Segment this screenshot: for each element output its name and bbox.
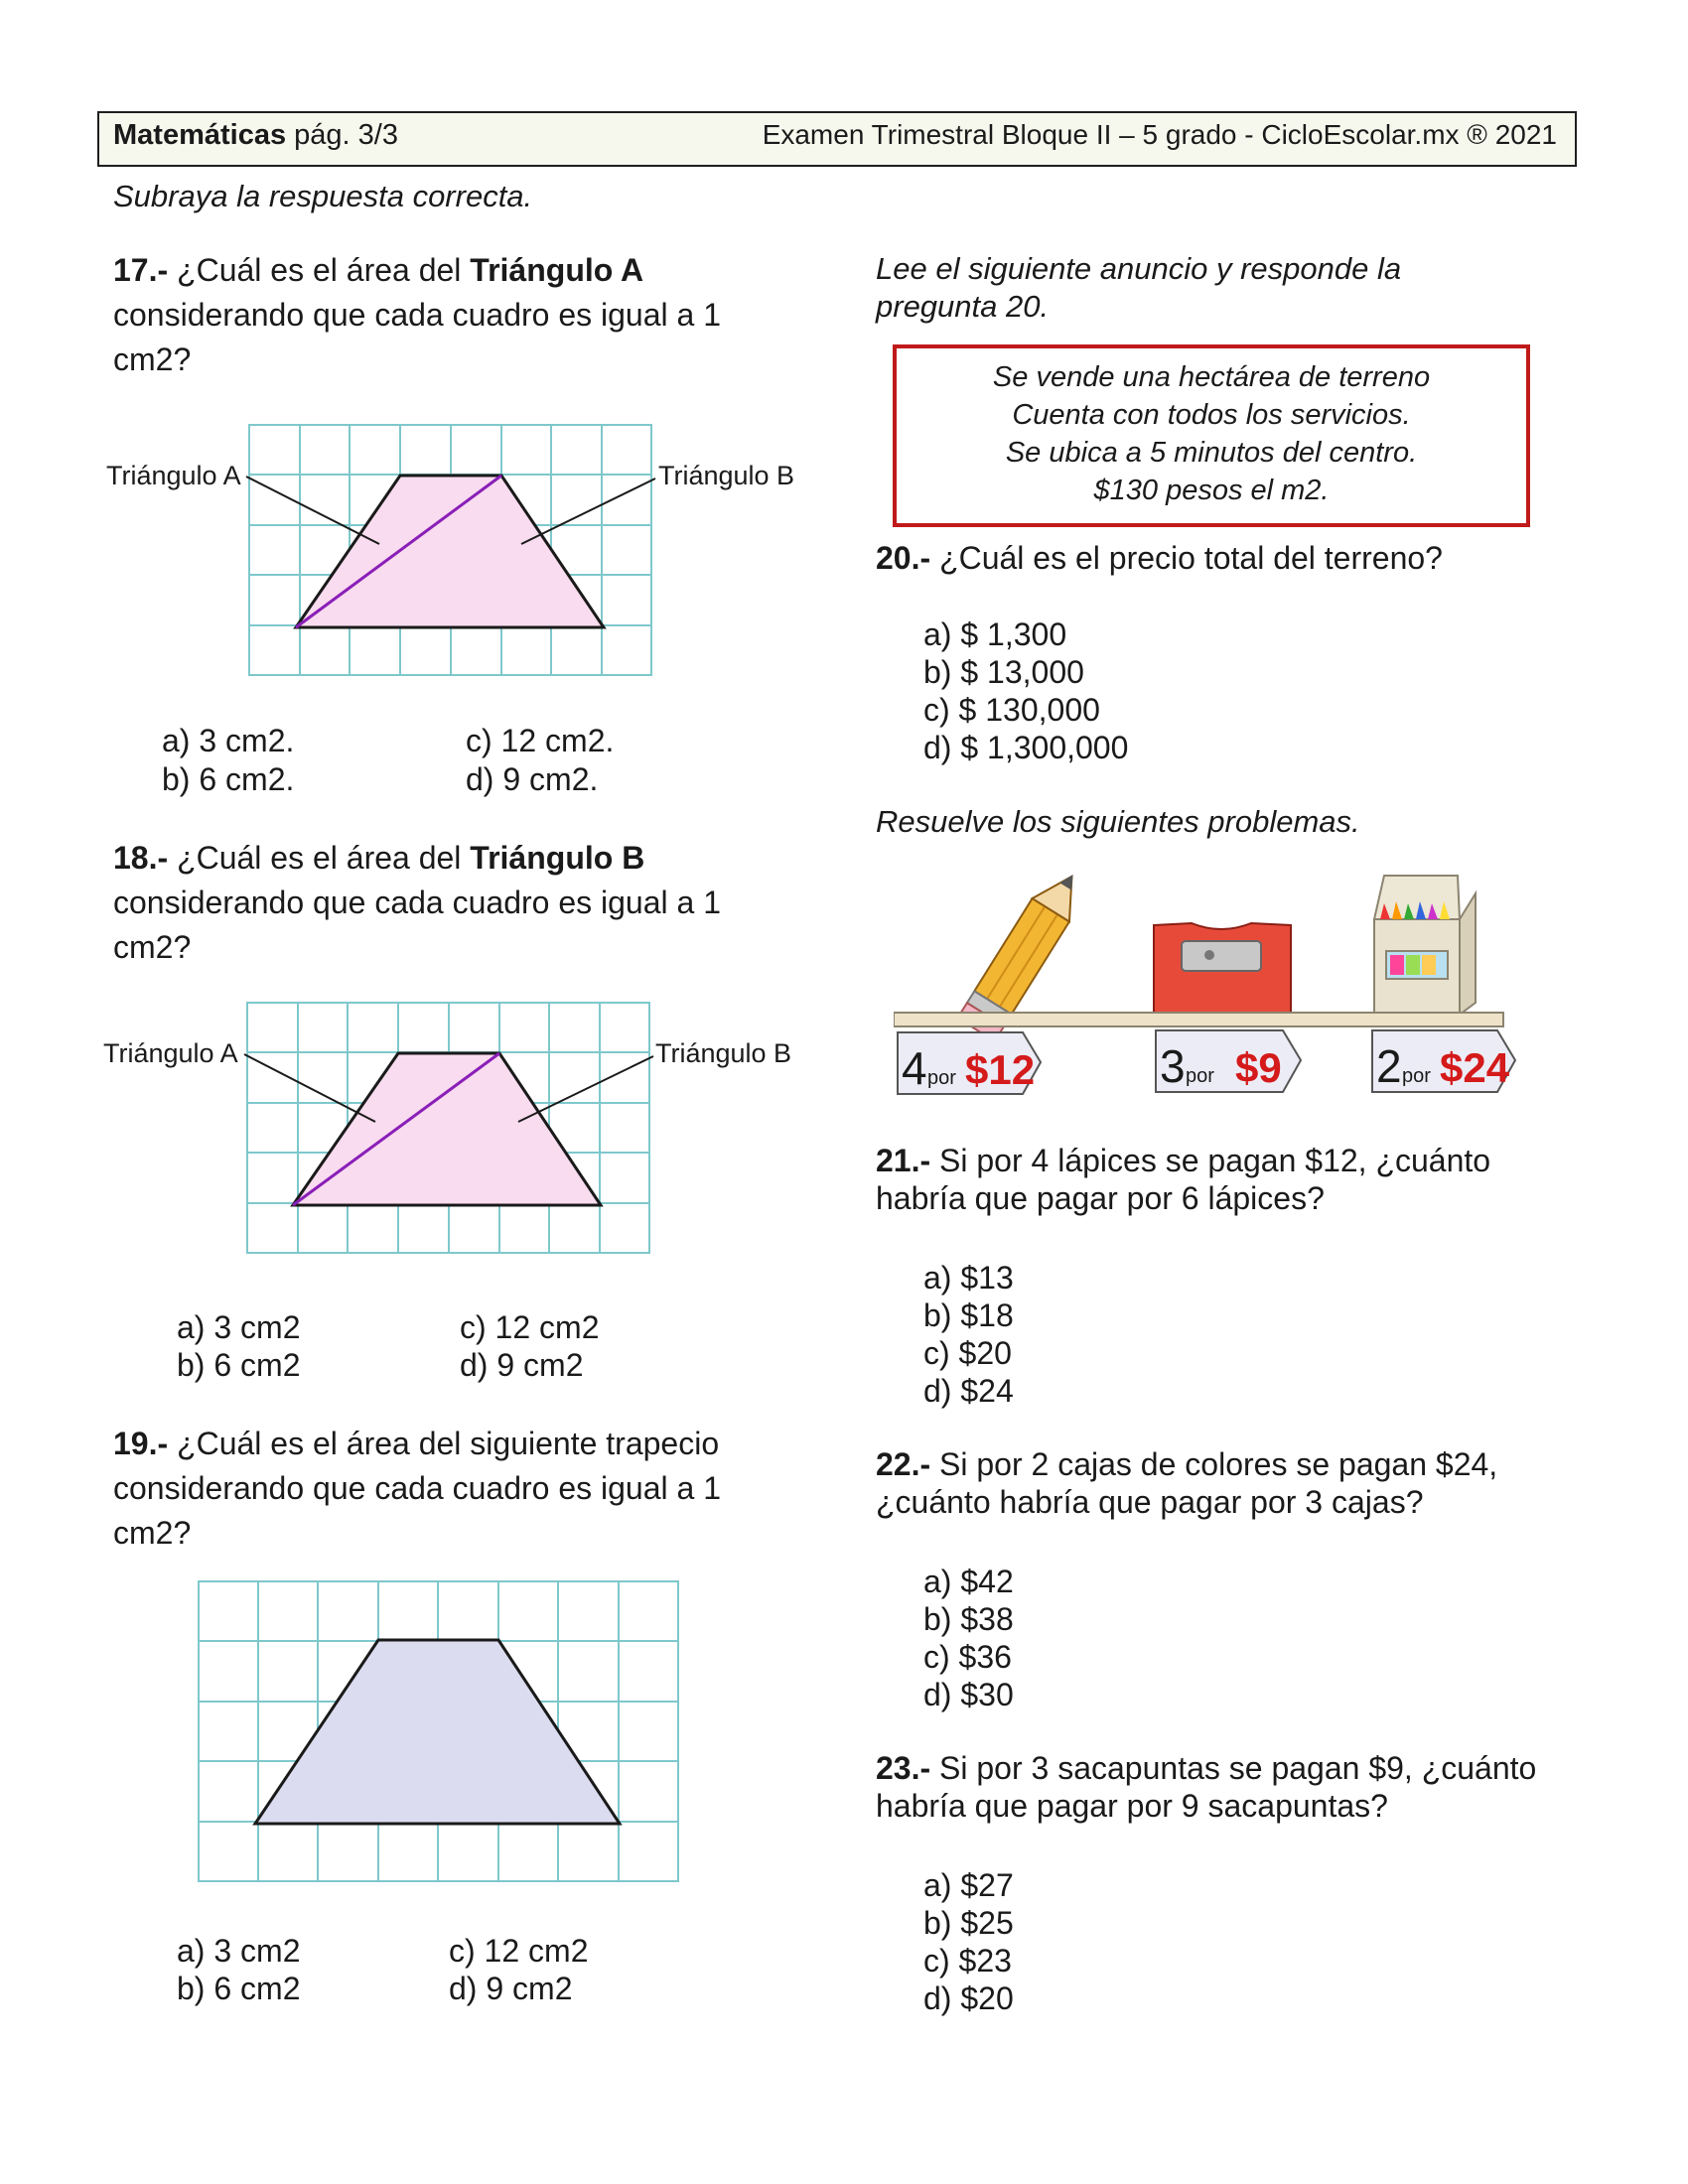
question-20 — [876, 536, 1443, 581]
q23-option-d[interactable]: d) $20 — [923, 1980, 1014, 2016]
q18-figure — [99, 995, 814, 1273]
q19-option-c[interactable]: c) 12 cm2 — [449, 1933, 589, 1969]
ad-line4: $130 pesos el m2. — [1093, 475, 1330, 506]
q18-option-d[interactable]: d) 9 cm2 — [460, 1347, 584, 1383]
q22-option-c[interactable]: c) $36 — [923, 1639, 1012, 1675]
q20-text: ¿Cuál es el precio total del terreno? — [939, 540, 1443, 576]
tag3-word: por — [1402, 1065, 1431, 1087]
question-19 — [113, 1422, 808, 1556]
q19-option-d[interactable]: d) 9 cm2 — [449, 1971, 573, 2006]
q23-line1: Si por 3 sacapuntas se pagan $9, ¿cuánto — [939, 1750, 1537, 1786]
q18-label-b: Triángulo B — [655, 1038, 792, 1068]
q21-number: 21.- — [876, 1143, 931, 1178]
q17-trapezoid — [296, 476, 604, 627]
ad-intro-line2: pregunta 20. — [876, 289, 1050, 324]
ad-intro — [876, 250, 1401, 326]
question-18 — [113, 836, 788, 970]
q23-line2: habría que pagar por 9 sacapuntas? — [876, 1788, 1388, 1824]
q23-option-a[interactable]: a) $27 — [923, 1867, 1014, 1903]
q19-option-a[interactable]: a) 3 cm2 — [177, 1933, 301, 1969]
q23-option-b[interactable]: b) $25 — [923, 1905, 1014, 1941]
tag3-price: $24 — [1440, 1044, 1510, 1091]
q23-option-c[interactable]: c) $23 — [923, 1943, 1012, 1979]
q18-line3: cm2? — [113, 929, 192, 965]
q18-number: 18.- — [113, 840, 169, 876]
q17-option-b[interactable]: b) 6 cm2. — [162, 761, 295, 797]
q18-bold: Triángulo B — [470, 840, 645, 876]
page-number: pág. 3/3 — [294, 119, 398, 151]
q18-label-a: Triángulo A — [103, 1038, 238, 1068]
q22-option-a[interactable]: a) $42 — [923, 1564, 1014, 1599]
tag2-qty: 3 — [1160, 1040, 1186, 1092]
q17-label-a: Triángulo A — [106, 461, 241, 490]
question-17 — [113, 248, 788, 382]
q17-label-b: Triángulo B — [658, 461, 795, 490]
exam-title: Examen Trimestral Bloque II – 5 grado - CicloEscolar.mx ® 2021 — [762, 119, 1557, 150]
q20-number: 20.- — [876, 540, 931, 576]
q18-arrow-a — [244, 1054, 375, 1122]
q23-number: 23.- — [876, 1750, 931, 1786]
price-tag-crayons — [1372, 1030, 1515, 1092]
ad-line2: Cuenta con todos los servicios. — [1012, 399, 1411, 431]
q20-option-c[interactable]: c) $ 130,000 — [923, 692, 1100, 728]
q17-option-a[interactable]: a) 3 cm2. — [162, 723, 295, 758]
instruction: Subraya la respuesta correcta. — [113, 179, 533, 213]
q17-line3: cm2? — [113, 341, 192, 377]
crayon-box-icon — [1374, 876, 1476, 1015]
q19-line2: considerando que cada cuadro es igual a 1 — [113, 1470, 721, 1506]
question-21 — [876, 1142, 1490, 1217]
q21-line2: habría que pagar por 6 lápices? — [876, 1180, 1325, 1216]
q21-line1: Si por 4 lápices se pagan $12, ¿cuánto — [939, 1143, 1491, 1178]
sale-ad-box — [893, 344, 1530, 527]
tag1-qty: 4 — [902, 1042, 927, 1094]
ad-line3: Se ubica a 5 minutos del centro. — [1005, 437, 1418, 469]
q22-line2: ¿cuánto habría que pagar por 3 cajas? — [876, 1484, 1424, 1520]
price-tag-pencils — [898, 1032, 1041, 1094]
q22-line1: Si por 2 cajas de colores se pagan $24, — [939, 1446, 1498, 1482]
q21-option-a[interactable]: a) $13 — [923, 1260, 1014, 1296]
tag2-price: $9 — [1235, 1044, 1282, 1091]
q18-option-a[interactable]: a) 3 cm2 — [177, 1309, 301, 1345]
q20-option-d[interactable]: d) $ 1,300,000 — [923, 730, 1129, 765]
q17-number: 17.- — [113, 252, 169, 288]
price-tag-sharpeners — [1156, 1030, 1301, 1092]
q17-text: ¿Cuál es el área del — [177, 252, 462, 288]
q19-option-b[interactable]: b) 6 cm2 — [177, 1971, 301, 2006]
q18-line2: considerando que cada cuadro es igual a 1 — [113, 885, 721, 920]
q21-option-b[interactable]: b) $18 — [923, 1297, 1014, 1333]
q19-number: 19.- — [113, 1426, 169, 1461]
tag2-word: por — [1186, 1065, 1214, 1087]
q17-option-d[interactable]: d) 9 cm2. — [466, 761, 599, 797]
q19-line1: ¿Cuál es el área del siguiente trapecio — [177, 1426, 720, 1461]
question-22 — [876, 1445, 1497, 1521]
q19-trapezoid — [255, 1640, 620, 1824]
q17-arrow-a — [246, 477, 379, 544]
q18-text: ¿Cuál es el área del — [177, 840, 462, 876]
ad-line1: Se vende una hectárea de terreno — [992, 361, 1431, 393]
subject: Matemáticas — [113, 119, 287, 151]
question-23 — [876, 1749, 1536, 1825]
ad-intro-line1: Lee el siguiente anuncio y responde la — [876, 251, 1402, 286]
q19-line3: cm2? — [113, 1515, 192, 1551]
q17-line2: considerando que cada cuadro es igual a 1 — [113, 297, 721, 333]
tag1-word: por — [927, 1067, 956, 1089]
shelf-illustration — [894, 864, 1529, 1112]
q22-option-d[interactable]: d) $30 — [923, 1677, 1014, 1712]
q18-option-b[interactable]: b) 6 cm2 — [177, 1347, 301, 1383]
q17-figure — [99, 417, 814, 695]
q17-option-c[interactable]: c) 12 cm2. — [466, 723, 615, 758]
header-left — [113, 119, 398, 152]
q22-option-b[interactable]: b) $38 — [923, 1601, 1014, 1637]
q17-arrow-b — [521, 478, 655, 544]
problems-intro: Resuelve los siguientes problemas. — [876, 804, 1360, 839]
q22-number: 22.- — [876, 1446, 931, 1482]
q20-option-b[interactable]: b) $ 13,000 — [923, 654, 1084, 690]
q20-option-a[interactable]: a) $ 1,300 — [923, 616, 1067, 652]
q18-arrow-b — [518, 1056, 653, 1122]
q19-figure — [189, 1573, 705, 1891]
q18-option-c[interactable]: c) 12 cm2 — [460, 1309, 600, 1345]
tag1-price: $12 — [965, 1046, 1036, 1093]
q21-option-d[interactable]: d) $24 — [923, 1373, 1014, 1409]
tag3-qty: 2 — [1376, 1040, 1402, 1092]
shelf-board — [894, 1013, 1503, 1026]
q18-trapezoid — [293, 1053, 601, 1205]
q17-bold: Triángulo A — [470, 252, 644, 288]
q21-option-c[interactable]: c) $20 — [923, 1335, 1012, 1371]
sharpener-icon — [1154, 923, 1291, 1013]
